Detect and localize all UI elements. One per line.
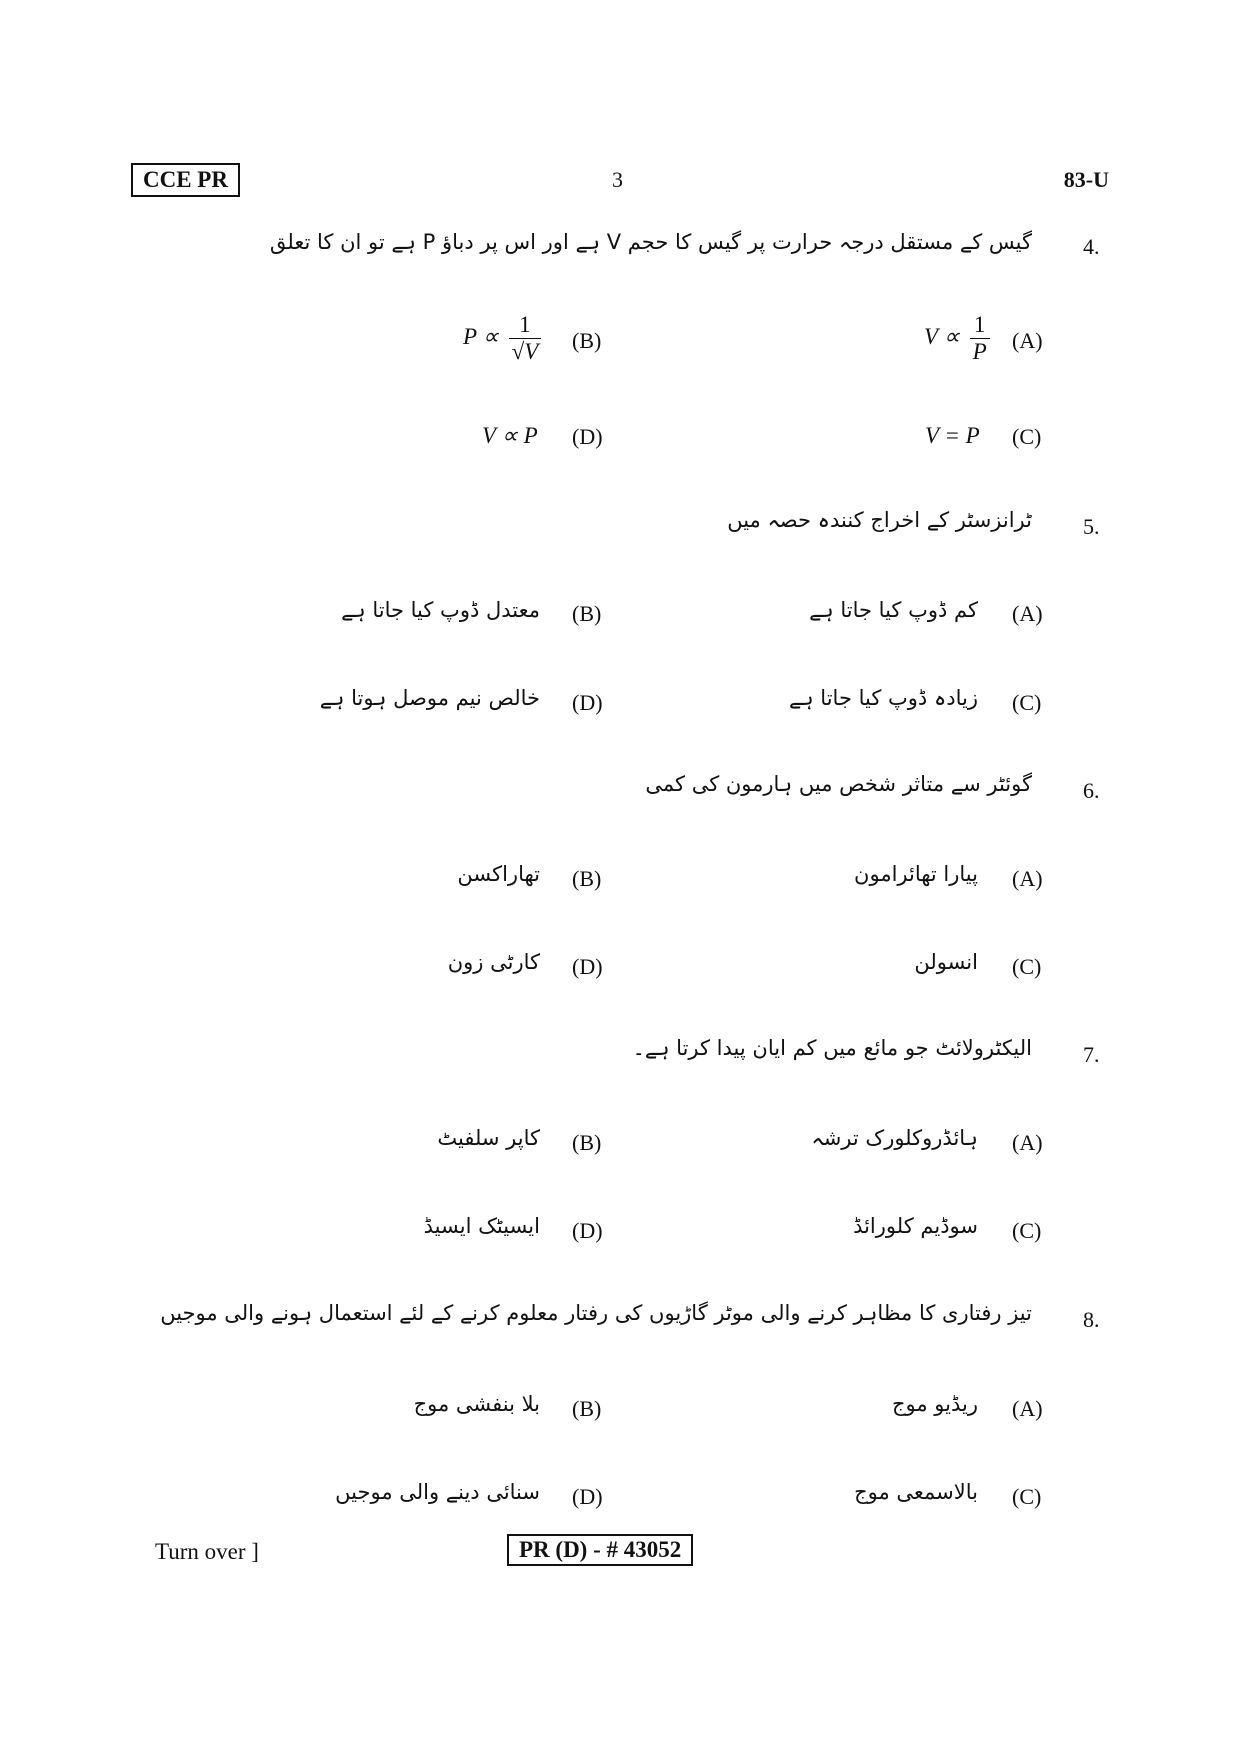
option-label: (D) [572, 1218, 603, 1243]
option-text: پیارا تھائرامون [854, 862, 978, 886]
fraction-denominator: P [972, 339, 987, 364]
fraction-numerator: 1 [509, 312, 542, 339]
option-text: کاپر سلفیٹ [437, 1126, 540, 1150]
option-label: (C) [1012, 954, 1042, 979]
question-text: تیز رفتاری کا مظاہر کرنے والی موٹر گاڑیوں کی رفتار معلوم کرنے کے لئے استعمال ہونے والی موجیں [160, 1301, 1032, 1325]
question-number: 6. [1083, 778, 1100, 803]
option-label: (A) [1012, 1130, 1043, 1155]
question-number: 7. [1083, 1042, 1100, 1067]
option-label: (B) [572, 601, 602, 626]
paper-code-box: CCE PR [131, 163, 240, 197]
option-label: (C) [1012, 690, 1042, 715]
question-number: 8. [1083, 1307, 1100, 1332]
question-text: گوئٹر سے متاثر شخص میں ہارمون کی کمی [645, 772, 1032, 796]
option-label: (D) [572, 954, 603, 979]
option-a-formula [924, 312, 990, 365]
option-text: V ∝ P [482, 423, 538, 448]
formula-lhs: V ∝ [924, 323, 960, 349]
option-label: (C) [1012, 1218, 1042, 1243]
option-label: (D) [572, 690, 603, 715]
option-text: ہائڈروکلورک ترشہ [811, 1126, 978, 1150]
option-b-formula [463, 312, 541, 365]
option-text: تھاراکسن [457, 862, 540, 886]
option-label: (A) [1012, 601, 1043, 626]
option-label: (A) [1012, 866, 1043, 891]
option-label: (B) [572, 866, 602, 891]
option-label: (C) [1012, 424, 1042, 449]
option-text: سوڈیم کلورائڈ [853, 1214, 978, 1238]
option-text: بلا بنفشی موج [413, 1392, 540, 1416]
fraction [970, 312, 990, 365]
option-text: V = P [925, 423, 980, 448]
option-label: (B) [572, 1130, 602, 1155]
option-text: سنائی دینے والی موجیں [335, 1480, 540, 1504]
option-label: (A) [1012, 1396, 1043, 1421]
turn-over-note: Turn over ] [155, 1539, 259, 1564]
page-number: 3 [612, 167, 623, 192]
question-text: گیس کے مستقل درجہ حرارت پر گیس کا حجم V ہے اور اس پر دباؤ P ہے تو ان کا تعلق [269, 230, 1032, 254]
fraction-denominator: √V [511, 339, 539, 364]
option-text: زیادہ ڈوپ کیا جاتا ہے [789, 686, 978, 710]
option-text: بالاسمعی موج [854, 1480, 978, 1504]
formula-lhs: P ∝ [463, 323, 499, 349]
question-text: ٹرانزسٹر کے اخراج کنندہ حصہ میں [727, 508, 1032, 532]
option-label: (C) [1012, 1484, 1042, 1509]
option-label: (D) [572, 1484, 603, 1509]
question-number: 4. [1083, 234, 1100, 259]
option-text: کم ڈوپ کیا جاتا ہے [809, 598, 978, 622]
subject-code: 83-U [1063, 167, 1109, 192]
question-number: 5. [1083, 514, 1100, 539]
option-label: (B) [572, 1396, 602, 1421]
option-text: خالص نیم موصل ہوتا ہے [319, 686, 540, 710]
option-text: کارٹی زون [447, 950, 540, 974]
option-label: (D) [572, 424, 603, 449]
option-text: انسولن [914, 950, 978, 974]
option-label: (B) [572, 328, 602, 353]
footer-code-box: PR (D) - # 43052 [507, 1534, 693, 1566]
option-text: معتدل ڈوپ کیا جاتا ہے [341, 598, 540, 622]
fraction [509, 312, 542, 365]
fraction-numerator: 1 [970, 312, 990, 339]
option-text: ایسیٹک ایسیڈ [423, 1214, 540, 1238]
question-text: الیکٹرولائٹ جو مائع میں کم ایان پیدا کرتا ہے۔ [632, 1036, 1032, 1060]
option-label: (A) [1012, 328, 1043, 353]
option-text: ریڈیو موج [891, 1392, 978, 1416]
